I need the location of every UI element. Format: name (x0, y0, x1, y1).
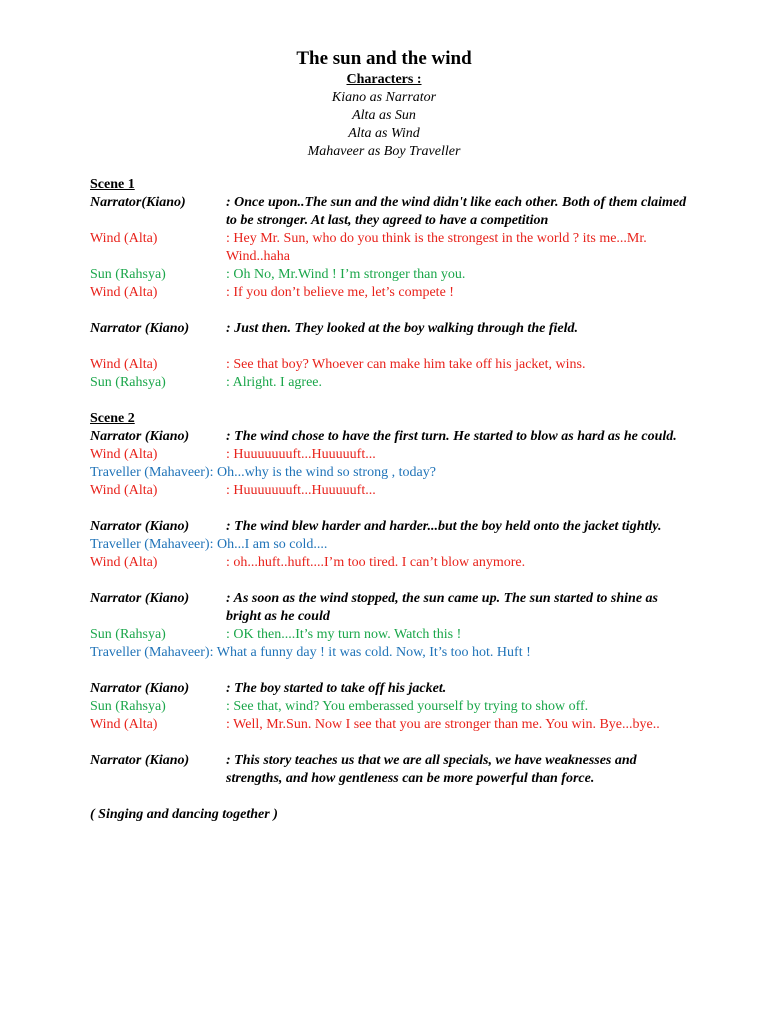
dialogue-text: : OK then....It’s my turn now. Watch this ! (226, 627, 462, 642)
document-title: The sun and the wind (296, 48, 472, 69)
speaker-label: Wind (Alta) (90, 357, 158, 372)
speaker-label: Wind (Alta) (90, 231, 158, 246)
scene-1-heading: Scene 1 (90, 177, 135, 192)
dialogue-line (90, 698, 690, 716)
spacer (90, 500, 690, 518)
speaker-label: Sun (Rahsya) (90, 627, 166, 642)
dialogue-line (90, 194, 690, 230)
dialogue-text: Oh...I am so cold.... (213, 537, 328, 552)
dialogue-text: : Hey Mr. Sun, who do you think is the strongest in the world ? its me...Mr. Wind..haha (226, 231, 647, 264)
dialogue-text: : This story teaches us that we are all specials, we have weaknesses and strengths, and how gentleness can be more powerful than force. (226, 753, 637, 786)
dialogue-text: What a funny day ! it was cold. Now, It’s too hot. Huft ! (213, 645, 531, 660)
dialogue-text: : If you don’t believe me, let’s compete ! (226, 285, 454, 300)
cast-item: Alta as Wind (348, 126, 420, 141)
speaker-label: Narrator (Kiano) (90, 681, 190, 696)
speaker-label: Narrator (Kiano) (90, 591, 190, 606)
cast-list (0, 89, 768, 161)
speaker-label: Narrator (Kiano) (90, 753, 190, 768)
speaker-label: Sun (Rahsya) (90, 375, 166, 390)
speaker-label: Wind (Alta) (90, 555, 158, 570)
dialogue-text: : See that, wind? You emberassed yourself by trying to show off. (226, 699, 589, 714)
spacer (90, 392, 690, 410)
dialogue-text: : See that boy? Whoever can make him take off his jacket, wins. (226, 357, 586, 372)
dialogue-line (90, 716, 690, 734)
dialogue-text: Oh...why is the wind so strong , today? (213, 465, 436, 480)
dialogue-line (90, 536, 690, 554)
dialogue-line (90, 626, 690, 644)
speaker-label: Wind (Alta) (90, 447, 158, 462)
spacer (90, 338, 690, 356)
dialogue-text: : Just then. They looked at the boy walking through the field. (226, 321, 578, 336)
cast-item: Alta as Sun (352, 108, 416, 123)
cast-item: Mahaveer as Boy Traveller (307, 144, 461, 159)
dialogue-text: : Well, Mr.Sun. Now I see that you are stronger than me. You win. Bye...bye.. (226, 717, 660, 732)
speaker-label: Sun (Rahsya) (90, 699, 166, 714)
dialogue-text: : Alright. I agree. (226, 375, 323, 390)
dialogue-line (90, 230, 690, 266)
cast-item: Kiano as Narrator (331, 90, 437, 105)
speaker-label: Wind (Alta) (90, 285, 158, 300)
characters-heading: Characters : (346, 72, 422, 87)
dialogue-text: : As soon as the wind stopped, the sun came up. The sun started to shine as bright as he could (226, 591, 659, 624)
dialogue-line (90, 464, 690, 482)
dialogue-line (90, 752, 690, 788)
dialogue-line (90, 554, 690, 572)
dialogue-line (90, 644, 690, 662)
dialogue-line (90, 284, 690, 302)
dialogue-line (90, 590, 690, 626)
speaker-label: Narrator (Kiano) (90, 519, 190, 534)
dialogue-line (90, 356, 690, 374)
scene-2-heading: Scene 2 (90, 411, 135, 426)
dialogue-text: : Huuuuuuuft...Huuuuuft... (226, 447, 376, 462)
speaker-label: Traveller (Mahaveer): (90, 645, 214, 660)
speaker-label: Wind (Alta) (90, 717, 158, 732)
speaker-label: Traveller (Mahaveer): (90, 537, 214, 552)
spacer (90, 788, 690, 806)
dialogue-line (90, 446, 690, 464)
speaker-label: Narrator (Kiano) (90, 321, 190, 336)
dialogue-line (90, 482, 690, 500)
script-body (90, 176, 690, 824)
spacer (90, 572, 690, 590)
dialogue-text: : oh...huft..huft....I’m too tired. I can’t blow anymore. (226, 555, 526, 570)
dialogue-line (90, 428, 690, 446)
dialogue-text: : Huuuuuuuft...Huuuuuft... (226, 483, 376, 498)
spacer (90, 302, 690, 320)
dialogue-line (90, 320, 690, 338)
dialogue-text: : Oh No, Mr.Wind ! I’m stronger than you. (226, 267, 466, 282)
speaker-label: Traveller (Mahaveer): (90, 465, 214, 480)
dialogue-text: : The boy started to take off his jacket. (226, 681, 447, 696)
dialogue-text: : The wind blew harder and harder...but the boy held onto the jacket tightly. (226, 519, 662, 534)
speaker-label: Narrator (Kiano) (90, 429, 190, 444)
closing-direction: ( Singing and dancing together ) (90, 807, 278, 822)
speaker-label: Narrator(Kiano) (90, 195, 186, 210)
spacer (90, 734, 690, 752)
speaker-label: Sun (Rahsya) (90, 267, 166, 282)
dialogue-line (90, 680, 690, 698)
speaker-label: Wind (Alta) (90, 483, 158, 498)
dialogue-line (90, 518, 690, 536)
dialogue-text: : The wind chose to have the first turn. He started to blow as hard as he could. (226, 429, 677, 444)
dialogue-line (90, 266, 690, 284)
dialogue-line (90, 374, 690, 392)
dialogue-text: : Once upon..The sun and the wind didn't like each other. Both of them claimed to be stronger. At last, they agreed to have a competition (226, 195, 687, 228)
spacer (90, 662, 690, 680)
